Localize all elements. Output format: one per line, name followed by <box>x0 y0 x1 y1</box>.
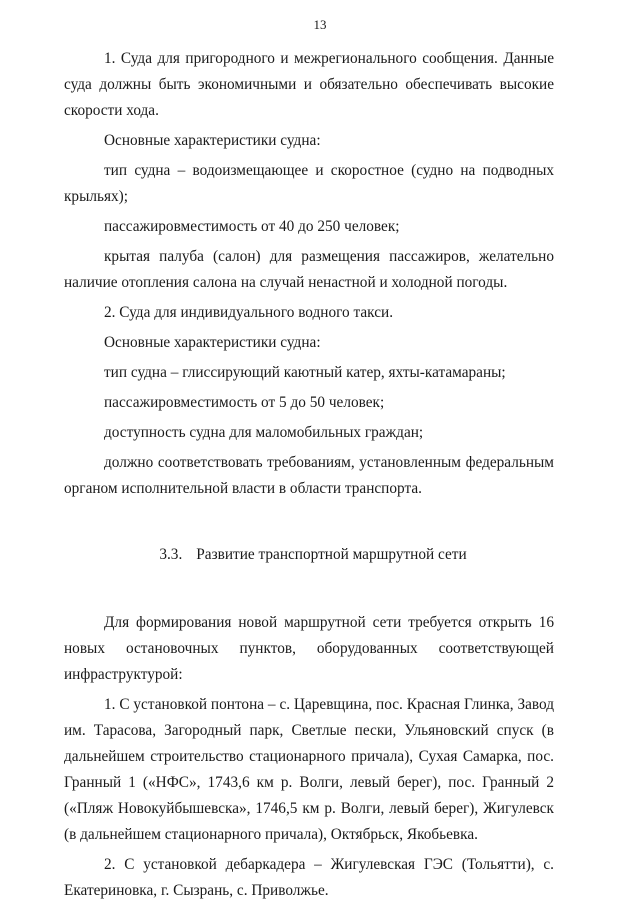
paragraph: пассажировместимость от 5 до 50 человек; <box>104 394 385 411</box>
paragraph: должно соответствовать требованиям, установленным федеральным органом исполнительной власти в области транспорта. <box>64 454 554 497</box>
paragraph: Основные характеристики судна: <box>104 132 321 149</box>
paragraph: Для формирования новой маршрутной сети требуется открыть 16 новых остановочных пунктов, оборудованных соответствующей инфраструктурой: <box>64 614 554 683</box>
paragraph: доступность судна для маломобильных граждан; <box>104 424 424 441</box>
paragraph: тип судна – глиссирующий каютный катер, яхты-катамараны; <box>104 364 506 381</box>
paragraph: 2. Суда для индивидуального водного такси. <box>104 304 394 321</box>
document-body <box>64 46 554 904</box>
paragraph: крытая палуба (салон) для размещения пассажиров, желательно наличие отопления салона на случай ненастной и холодной погоды. <box>64 248 554 291</box>
paragraph: 2. С установкой дебаркадера – Жигулевская ГЭС (Тольятти), с. Екатериновка, г. Сызрань, с. Приволжье. <box>64 856 554 899</box>
section-title: Развитие транспортной маршрутной сети <box>196 546 467 563</box>
section-number: 3.3. <box>159 546 183 563</box>
paragraph: Основные характеристики судна: <box>104 334 321 351</box>
page-number: 13 <box>313 17 327 32</box>
paragraph: тип судна – водоизмещающее и скоростное (судно на подводных крыльях); <box>64 162 554 205</box>
section-heading <box>64 542 554 568</box>
paragraph: пассажировместимость от 40 до 250 человек; <box>104 218 400 235</box>
paragraph: 1. С установкой понтона – с. Царевщина, пос. Красная Глинка, Завод им. Тарасова, Загородный парк, Светлые пески, Ульяновский спуск (в дальнейшем строительство стационарного причала), Сухая Самарка, пос. Гранный 1 («НФС», 1743,6 км р. Волги, левый берег), пос. Гранный 2 («Пляж Новокуйбышевска», 1746,5 км р. Волги, левый берег), Жигулевск (в дальнейшем стационарного причала), Октябрьск, Якобьевка. <box>64 696 554 843</box>
paragraph: 1. Суда для пригородного и межрегионального сообщения. Данные суда должны быть экономичными и обязательно обеспечивать высокие скорости хода. <box>64 50 554 119</box>
